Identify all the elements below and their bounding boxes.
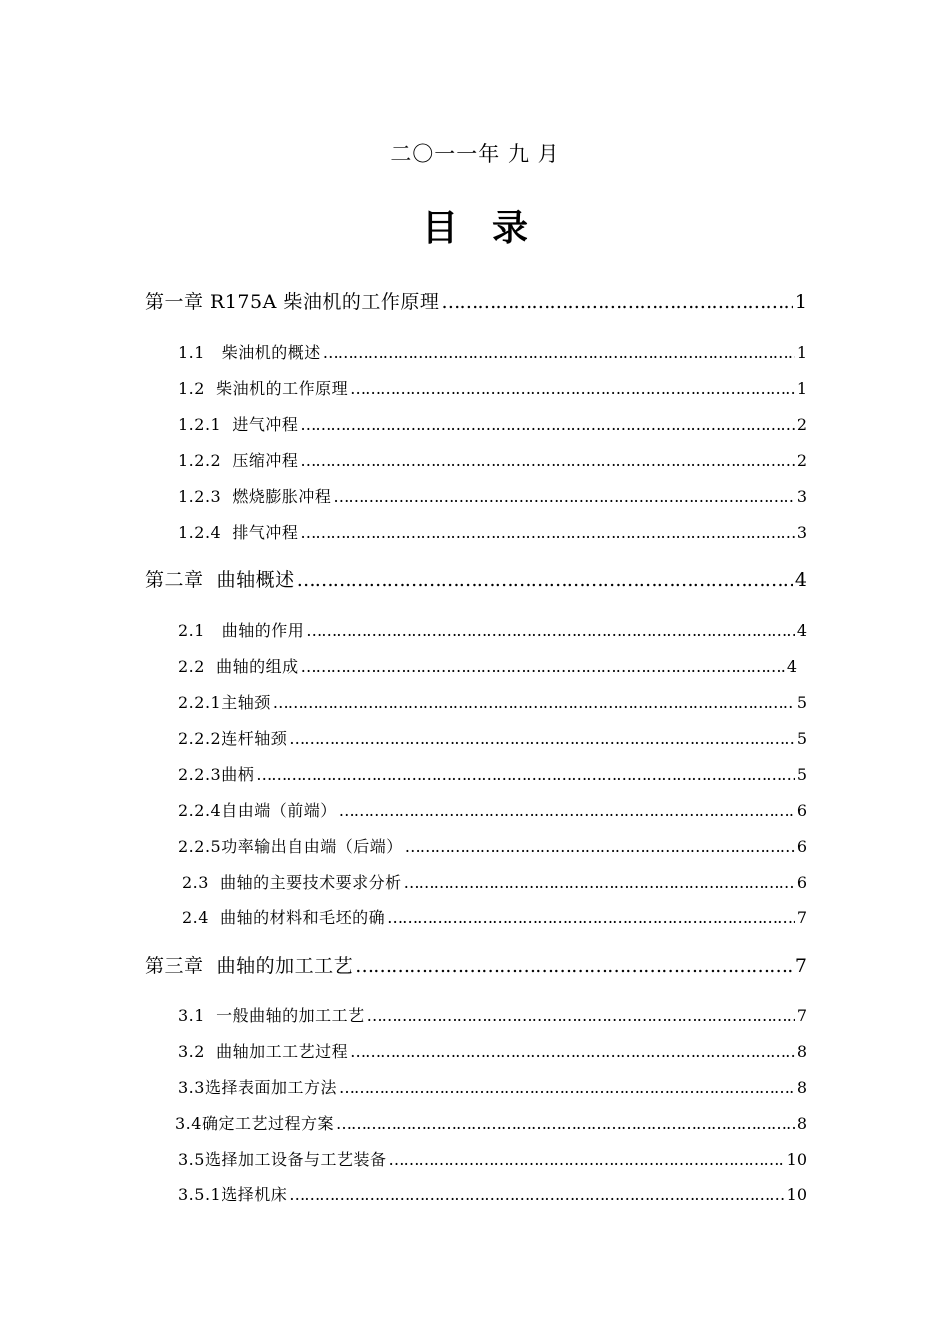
toc-entry-label: 3.5.1选择机床 [178,1185,288,1204]
toc-entry-label: 2.2 曲轴的组成 [178,657,299,676]
toc-leader-dots [297,569,793,591]
toc-entry-label: 2.2.3曲柄 [178,765,255,784]
toc-entry-label: 2.3 曲轴的主要技术要求分析 [182,873,402,892]
toc-title: 目录 [421,208,562,249]
toc-entry-3-1[interactable] [178,1003,807,1027]
toc-leader-dots [405,837,795,856]
toc-entry-2-2[interactable] [178,654,797,678]
toc-leader-dots [300,451,794,470]
toc-page-number: 10 [786,1185,807,1204]
toc-page-number: 7 [796,1006,807,1025]
toc-page-number: 5 [796,693,807,712]
toc-leader-dots [336,1114,795,1133]
toc-entry-3-5-1[interactable] [178,1182,807,1206]
toc-leader-dots [273,693,795,712]
toc-entry-2-2-3[interactable] [178,762,807,786]
toc-entry-label: 3.4确定工艺过程方案 [175,1114,334,1133]
toc-entry-1-2-2[interactable] [178,448,807,472]
toc-page-number: 4 [786,657,797,676]
toc-entry-label: 1.1 柴油机的概述 [178,343,321,362]
toc-entry-2-2-1[interactable] [178,690,807,714]
toc-leader-dots [355,955,793,977]
toc-page-number: 5 [796,765,807,784]
toc-entry-label: 1.2 柴油机的工作原理 [178,379,349,398]
toc-entry-label: 第三章 曲轴的加工工艺 [145,955,354,977]
toc-entry-label: 1.2.3 燃烧膨胀冲程 [178,487,332,506]
toc-page-number: 4 [794,569,807,591]
toc-page-number: 8 [796,1042,807,1061]
toc-entry-1-2-3[interactable] [178,484,807,508]
toc-page-number: 6 [796,873,807,892]
toc-page-number: 1 [796,343,807,362]
toc-entry-label: 2.2.5功率输出自由端（后端） [178,837,403,856]
toc-page-number: 8 [796,1114,807,1133]
toc-page-number: 4 [796,621,807,640]
toc-entry-label: 2.2.4自由端（前端） [178,801,337,820]
toc-entry-label: 2.2.2连杆轴颈 [178,729,288,748]
toc-leader-dots [333,487,794,506]
toc-leader-dots [404,873,795,892]
date-line: 二〇一一年 九 月 [390,142,560,166]
toc-leader-dots [256,765,795,784]
toc-leader-dots [300,415,794,434]
toc-entry-chapter-2[interactable] [145,565,807,593]
toc-leader-dots [289,1185,784,1204]
toc-entry-label: 3.1 一般曲轴的加工工艺 [178,1006,365,1025]
toc-entry-3-4[interactable] [175,1111,807,1135]
toc-leader-dots [387,908,795,927]
toc-page-number: 1 [796,379,807,398]
toc-entry-label: 2.2.1主轴颈 [178,693,271,712]
toc-entry-label: 3.5选择加工设备与工艺装备 [178,1150,387,1169]
toc-entry-label: 第二章 曲轴概述 [145,569,295,591]
toc-page-number: 5 [796,729,807,748]
toc-entry-label: 第一章 R175A 柴油机的工作原理 [145,291,440,313]
toc-page-number: 7 [796,908,807,927]
toc-leader-dots [367,1006,795,1025]
toc-leader-dots [289,729,795,748]
toc-entry-2-4[interactable] [182,905,807,929]
toc-entry-1-2-1[interactable] [178,412,807,436]
toc-leader-dots [388,1150,784,1169]
toc-page-number: 8 [796,1078,807,1097]
toc-leader-dots [300,523,794,542]
toc-leader-dots [350,379,795,398]
toc-entry-2-3[interactable] [182,870,807,894]
toc-page-number: 6 [796,801,807,820]
toc-entry-label: 3.2 曲轴加工工艺过程 [178,1042,349,1061]
toc-entry-2-2-5[interactable] [178,834,807,858]
toc-entry-2-2-2[interactable] [178,726,807,750]
toc-page-number: 6 [796,837,807,856]
toc-page-number: 10 [786,1150,807,1169]
toc-entry-1-2-4[interactable] [178,520,807,544]
toc-entry-2-2-4[interactable] [178,798,807,822]
toc-page-number: 2 [796,415,807,434]
toc-entry-chapter-1[interactable] [145,287,807,315]
toc-page-number: 2 [796,451,807,470]
toc-entry-label: 1.2.2 压缩冲程 [178,451,299,470]
toc-page-number: 7 [794,955,807,977]
toc-entry-label: 2.1 曲轴的作用 [178,621,305,640]
toc-entry-3-2[interactable] [178,1039,807,1063]
toc-entry-label: 3.3选择表面加工方法 [178,1078,337,1097]
toc-entry-3-3[interactable] [178,1075,807,1099]
toc-leader-dots [306,621,795,640]
toc-entry-label: 1.2.1 进气冲程 [178,415,299,434]
toc-leader-dots [323,343,795,362]
toc-leader-dots [339,801,795,820]
toc-entry-1-1[interactable] [178,340,807,364]
toc-leader-dots [350,1042,795,1061]
toc-entry-2-1[interactable] [178,618,807,642]
toc-leader-dots [339,1078,795,1097]
toc-entry-label: 2.4 曲轴的材料和毛坯的确 [182,908,386,927]
toc-leader-dots [301,657,785,676]
toc-entry-label: 1.2.4 排气冲程 [178,523,299,542]
toc-page-number: 3 [796,523,807,542]
toc-entry-3-5[interactable] [178,1147,807,1171]
toc-entry-chapter-3[interactable] [145,951,807,979]
toc-page-number: 3 [796,487,807,506]
toc-page-number: 1 [794,291,807,313]
toc-entry-1-2[interactable] [178,376,807,400]
toc-leader-dots [441,291,793,313]
